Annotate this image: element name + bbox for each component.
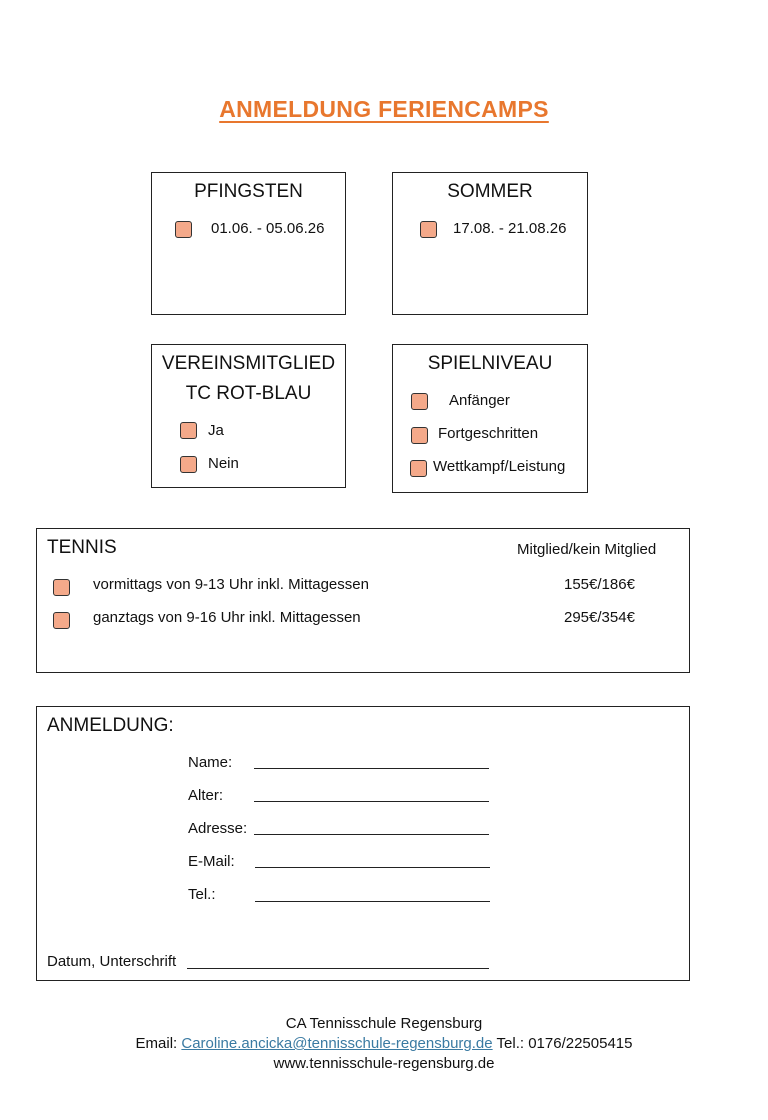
sommer-heading: SOMMER [447, 181, 533, 202]
footer-email-label: Email: [135, 1035, 178, 1052]
sommer-checkbox[interactable] [420, 221, 437, 238]
footer-phone: Tel.: 0176/22505415 [496, 1035, 633, 1052]
nein-label: Nein [208, 455, 239, 472]
tel-label: Tel.: [188, 886, 216, 903]
price-header: Mitglied/kein Mitglied [517, 541, 657, 558]
anmeldung-box [36, 706, 690, 981]
wettkampf-checkbox[interactable] [410, 460, 427, 477]
alter-field[interactable] [254, 801, 489, 802]
fortgeschritten-label: Fortgeschritten [438, 425, 539, 442]
adresse-field[interactable] [254, 834, 489, 835]
signature-field[interactable] [187, 968, 489, 969]
page-title: ANMELDUNG FERIENCAMPS [219, 96, 549, 122]
adresse-label: Adresse: [188, 820, 248, 837]
spielniveau-box [392, 344, 588, 493]
pfingsten-date-label: 01.06. - 05.06.26 [211, 220, 325, 237]
pfingsten-box [151, 172, 346, 315]
anfaenger-label: Anfänger [449, 392, 510, 409]
vormittags-price: 155€/186€ [564, 576, 635, 593]
anfaenger-checkbox[interactable] [411, 393, 428, 410]
spielniveau-heading: SPIELNIVEAU [427, 353, 553, 374]
ja-label: Ja [208, 422, 224, 439]
sommer-date-label: 17.08. - 21.08.26 [453, 220, 567, 237]
ganztags-label: ganztags von 9-16 Uhr inkl. Mittagessen [93, 609, 361, 626]
vereinsmitglied-heading: VEREINSMITGLIED [161, 353, 336, 374]
footer-email-link[interactable]: Caroline.ancicka@tennisschule-regensburg.de [181, 1035, 493, 1052]
vormittags-checkbox[interactable] [53, 579, 70, 596]
vormittags-label: vormittags von 9-13 Uhr inkl. Mittagessen [93, 576, 369, 593]
alter-label: Alter: [188, 787, 224, 804]
ja-checkbox[interactable] [180, 422, 197, 439]
email-label: E-Mail: [188, 853, 235, 870]
footer-contact-line [0, 1035, 768, 1052]
tennis-heading: TENNIS [47, 537, 117, 558]
email-field[interactable] [255, 867, 490, 868]
fortgeschritten-checkbox[interactable] [411, 427, 428, 444]
club-name-heading: TC ROT-BLAU [185, 383, 312, 404]
anmeldung-heading: ANMELDUNG: [47, 715, 174, 736]
tennis-box [36, 528, 690, 673]
wettkampf-label: Wettkampf/Leistung [433, 458, 566, 475]
footer-company: CA Tennisschule Regensburg [285, 1015, 483, 1032]
footer-website[interactable]: www.tennisschule-regensburg.de [273, 1055, 495, 1072]
ganztags-price: 295€/354€ [564, 609, 635, 626]
name-label: Name: [188, 754, 233, 771]
nein-checkbox[interactable] [180, 456, 197, 473]
signature-label: Datum, Unterschrift [47, 953, 177, 970]
sommer-box [392, 172, 588, 315]
tel-field[interactable] [255, 901, 490, 902]
pfingsten-checkbox[interactable] [175, 221, 192, 238]
name-field[interactable] [254, 768, 489, 769]
vereinsmitglied-box [151, 344, 346, 488]
ganztags-checkbox[interactable] [53, 612, 70, 629]
pfingsten-heading: PFINGSTEN [194, 181, 303, 202]
